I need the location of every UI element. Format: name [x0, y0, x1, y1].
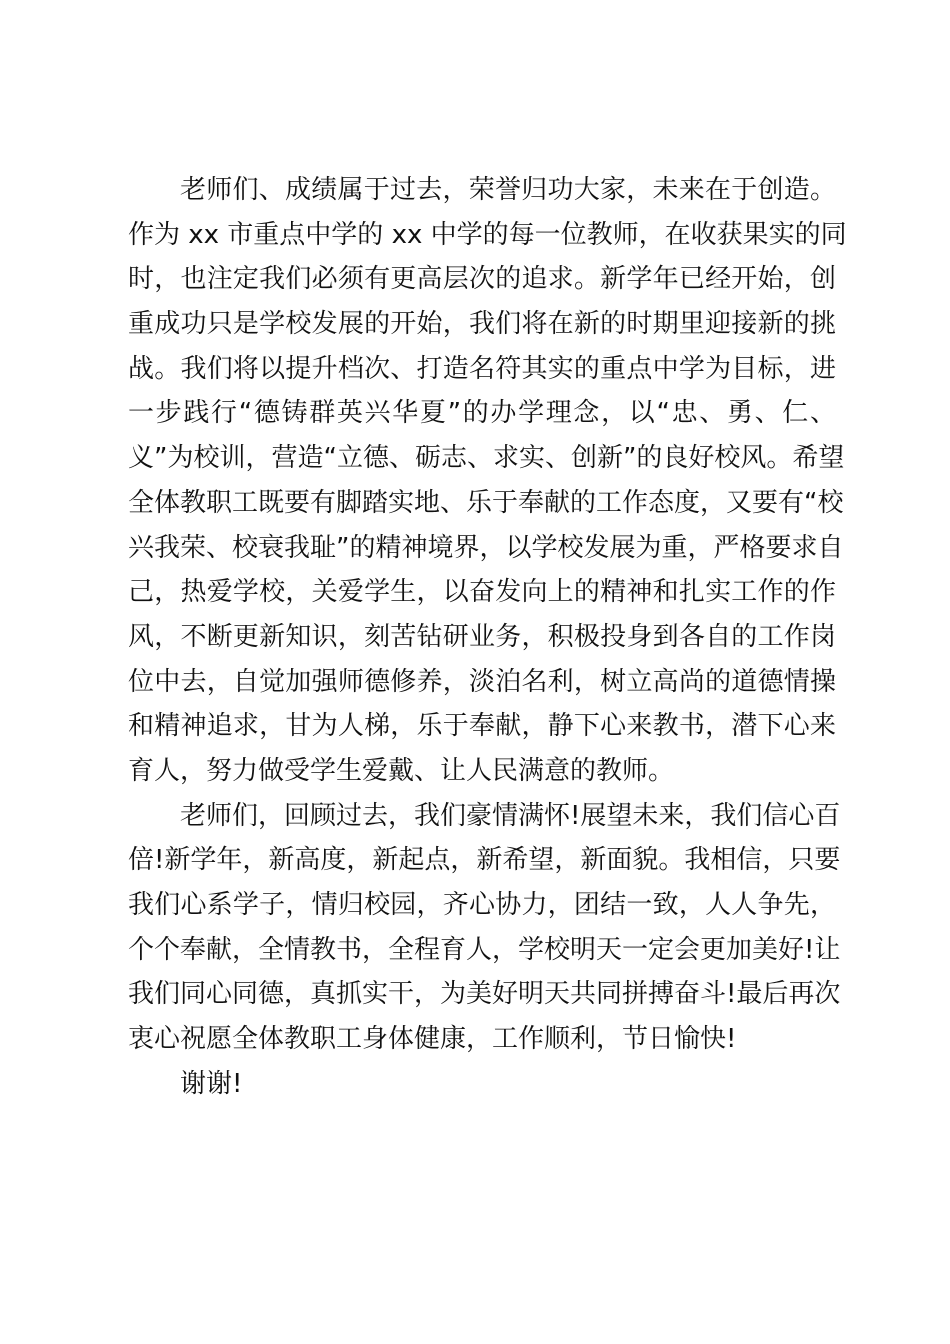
text-line: 我们心系学子，情归校园，齐心协力，团结一致，人人争先， [128, 890, 836, 920]
text-line: 和精神追求，甘为人梯，乐于奉献，静下心来教书，潜下心来 [128, 711, 836, 742]
text-line: 己，热爱学校，关爱学生，以奋发向上的精神和扎实工作的作 [128, 577, 836, 608]
text-line: 位中去，自觉加强师德修养，淡泊名利，树立高尚的道德情操 [128, 666, 836, 697]
text-line: 倍!新学年，新高度，新起点，新希望，新面貌。我相信，只要 [128, 845, 841, 876]
text-line: 重成功只是学校发展的开始，我们将在新的时期里迎接新的挑 [128, 309, 836, 340]
text-line: 衷心祝愿全体教职工身体健康，工作顺利，节日愉快! [128, 1024, 737, 1055]
text-line: 风，不断更新知识，刻苦钻研业务，积极投身到各自的工作岗 [128, 621, 836, 652]
text-line: 老师们，回顾过去，我们豪情满怀!展望未来，我们信心百 [180, 800, 841, 831]
text-line: 一步践行“德铸群英兴华夏”的办学理念，以“忠、勇、仁、 [128, 398, 836, 429]
paragraph [128, 1062, 836, 1107]
text-line: 个个奉献，全情教书，全程育人，学校明天一定会更加美好!让 [128, 934, 841, 965]
text-line: 我们同心同德，真抓实干，为美好明天共同拼搏奋斗!最后再次 [128, 979, 841, 1010]
text-line: 义”为校训，营造“立德、砺志、求实、创新”的良好校风。希望 [128, 443, 845, 474]
paragraph [128, 794, 841, 1062]
text-line: 全体教职工既要有脚踏实地、乐于奉献的工作态度，又要有“校 [128, 487, 844, 518]
text-line: 作为 xx 市重点中学的 xx 中学的每一位教师，在收获果实的同 [128, 219, 847, 250]
paragraph [128, 168, 847, 794]
text-line: 老师们、成绩属于过去，荣誉归功大家，未来在于创造。 [180, 175, 836, 205]
text-line: 育人，努力做受学生爱戴、让人民满意的教师。 [128, 755, 675, 786]
text-line: 战。我们将以提升档次、打造名符其实的重点中学为目标，进 [128, 353, 836, 384]
text-line: 时，也注定我们必须有更高层次的追求。新学年已经开始，创 [128, 264, 836, 295]
text-line: 兴我荣、校衰我耻”的精神境界，以学校发展为重，严格要求自 [128, 532, 844, 563]
document-body [128, 168, 847, 1106]
text-line: 谢谢! [180, 1068, 243, 1099]
